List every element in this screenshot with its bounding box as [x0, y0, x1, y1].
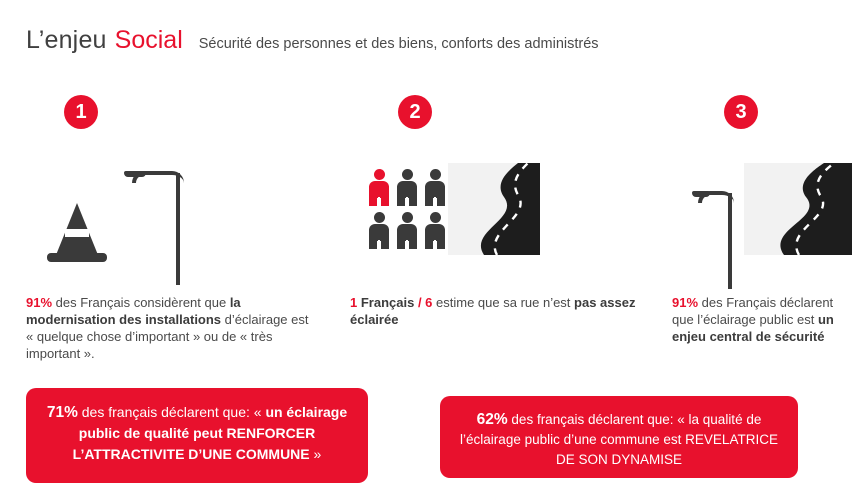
- person-figure: [396, 169, 418, 206]
- illustration-1: [26, 147, 316, 282]
- stat-part-3b: déclarent que l’éclairage public est: [672, 295, 834, 327]
- stat-text-2: [350, 294, 640, 328]
- stat-value-3: 91%: [672, 295, 699, 310]
- callout-text-1-bold: un éclairage public de qualité peut RENFORCER L’ATTRACTIVITE D’UNE COMMUNE: [72, 404, 348, 462]
- stat-part-1a: des Français: [52, 295, 134, 310]
- page-subtitle: Sécurité des personnes et des biens, conforts des administrés: [198, 36, 599, 52]
- traffic-cone-icon: [56, 203, 107, 262]
- stat-part-3a: des Français: [698, 295, 780, 310]
- person-figure: [396, 212, 418, 249]
- stat-part-2a: Français: [357, 295, 418, 310]
- stat-text-1: [26, 294, 316, 362]
- stat-column-1: [26, 95, 316, 362]
- stat-value-1: 91%: [26, 295, 53, 310]
- callout-text-1-before: des français déclarent que: «: [77, 404, 266, 420]
- stat-part-1b: considèrent que: [133, 295, 230, 310]
- page-title: L’enjeu: [26, 26, 107, 54]
- stat-part-1c: la modernisation des installations: [26, 295, 241, 327]
- stat-part-3c: un enjeu central de sécurité: [672, 312, 834, 344]
- stat-part-1d: d’éclairage est « quelque chose d’important » ou de « très important ».: [26, 312, 309, 361]
- callout-text-1-after: »: [309, 446, 322, 462]
- stat-column-3: [672, 95, 852, 345]
- page-title-accent: Social: [114, 26, 183, 54]
- callout-box-2: [440, 396, 798, 478]
- stat-column-2: [350, 95, 640, 328]
- callout-value-1: 71%: [46, 404, 78, 421]
- stat-part-2d: pas assez éclairée: [350, 295, 636, 327]
- stat-text-3: [672, 294, 852, 345]
- road-icon: [744, 163, 852, 255]
- person-figure: [424, 169, 446, 206]
- step-badge-1: 1: [64, 95, 98, 129]
- callout-value-2: 62%: [476, 411, 508, 428]
- callout-text-2: des français déclarent que: « la qualité de l’éclairage public d’une commune est REVELATRICE DE SON DYNAMISE: [460, 412, 778, 467]
- stat-part-2b: / 6: [417, 295, 433, 310]
- step-badge-3: 3: [724, 95, 758, 129]
- road-icon: [448, 163, 540, 255]
- illustration-2: [350, 147, 640, 282]
- illustration-3: [672, 147, 852, 282]
- person-figure: [424, 212, 446, 249]
- person-figure: [368, 169, 390, 206]
- person-figure: [368, 212, 390, 249]
- stat-value-2: 1: [350, 295, 358, 310]
- step-badge-2: 2: [398, 95, 432, 129]
- page-header: [26, 26, 599, 55]
- people-group-icon: [368, 169, 446, 249]
- callout-box-1: [26, 388, 368, 483]
- stat-part-2c: estime que sa rue n’est: [432, 295, 575, 310]
